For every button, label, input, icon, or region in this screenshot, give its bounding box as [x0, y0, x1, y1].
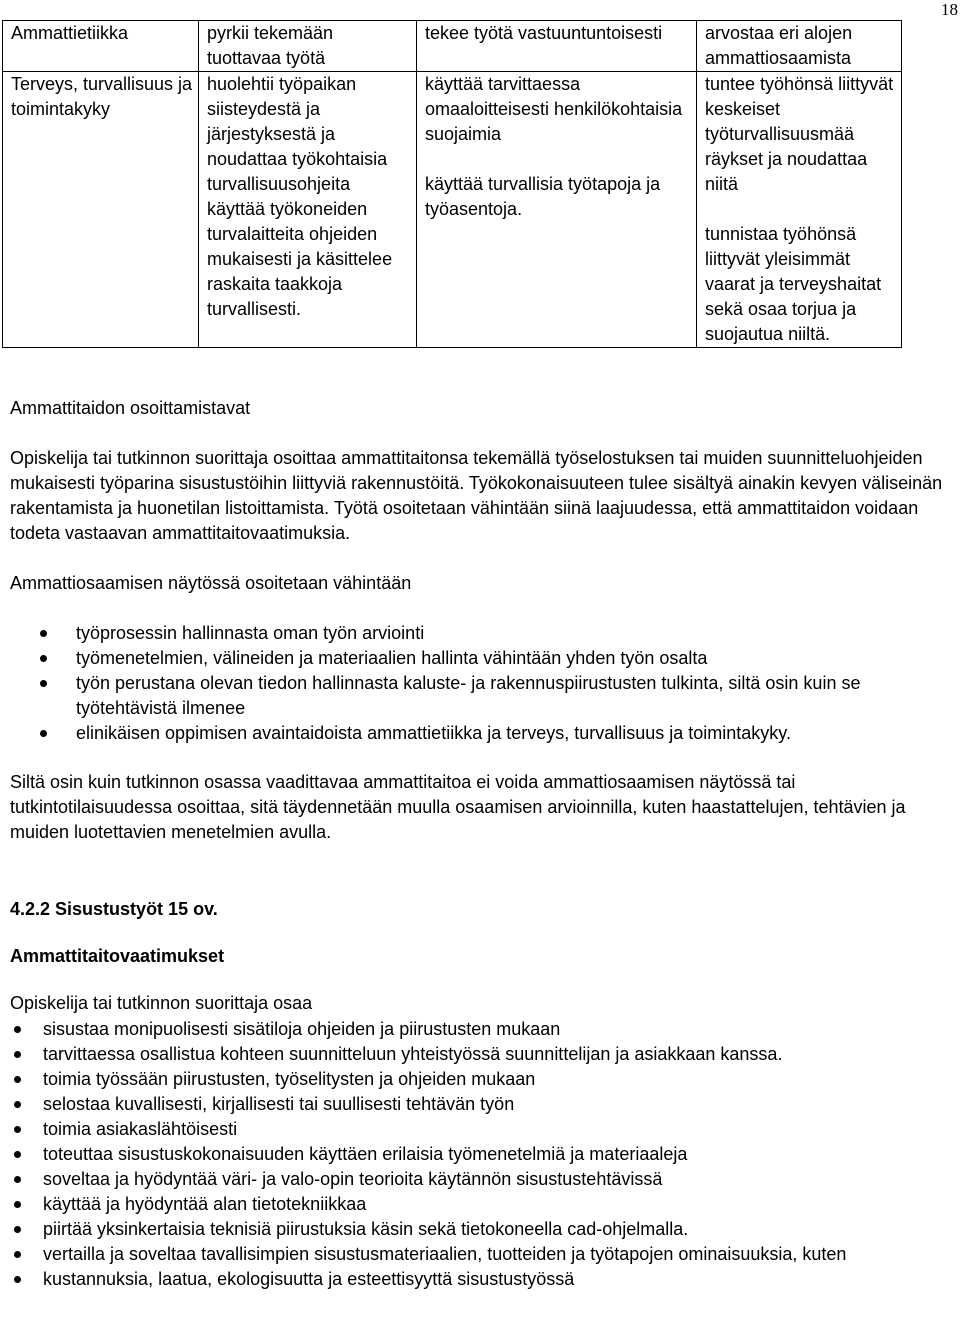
subsection-title: Ammattitaitovaatimukset	[10, 946, 225, 966]
list-item: toimia asiakaslähtöisesti	[10, 1117, 948, 1142]
list-item: selostaa kuvallisesti, kirjallisesti tai suullisesti tehtävän työn	[10, 1092, 948, 1117]
table-row	[3, 72, 902, 348]
table-cell	[199, 72, 417, 348]
table-cell	[417, 72, 697, 348]
list-item: vertailla ja soveltaa tavallisimpien sisustusmateriaalien, tuotteiden ja työtapojen ominaisuuksia, kuten	[10, 1242, 948, 1267]
cell-text: käyttää tarvittaessa omaaloitteisesti henkilökohtaisia suojaimia	[425, 74, 683, 144]
paragraph: Opiskelija tai tutkinnon suorittaja osaa	[10, 993, 313, 1013]
section-demonstration	[10, 396, 948, 845]
list-item: piirtää yksinkertaisia teknisiä piirustuksia käsin sekä tietokoneella cad-ohjelmalla.	[10, 1217, 948, 1242]
paragraph: Siltä osin kuin tutkinnon osassa vaadittavaa ammattitaitoa ei voida ammattiosaamisen näytössä tai tutkintotilaisuudessa osoittaa, sitä täydennetään muulla osaamisen arvioinnilla, kuten haastattelujen, tehtävien ja muiden luotettavien menetelmien avulla.	[10, 772, 906, 842]
paragraph: Opiskelija tai tutkinnon suorittaja osoittaa ammattitaitonsa tekemällä työselostuksen tai muiden suunnitteluohjeiden mukaisesti työparina sisustustöihin liittyviä rakennustöitä. Työkokonaisuuteen tulee sisältyä ainakin kevyen väliseinän rakentamista ja huonetilan listoittamista. Työtä osoitetaan vähintään siinä laajuudessa, että ammattitaidon voidaan todeta vastaavan ammattitaitovaatimuksia.	[10, 448, 943, 543]
cell-text: tuntee työhönsä liittyvät keskeiset työturvallisuusmää räykset ja noudattaa niitä	[705, 74, 894, 194]
table-cell	[199, 21, 417, 72]
cell-text: tunnistaa työhönsä liittyvät yleisimmät vaarat ja terveyshaitat sekä osaa torjua ja suojautua niiltä.	[705, 224, 882, 344]
list-item: elinikäisen oppimisen avaintaidoista ammattietiikka ja terveys, turvallisuus ja toimintakyky.	[10, 721, 948, 746]
list-item: soveltaa ja hyödyntää väri- ja valo-opin teorioita käytännön sisustustehtävissä	[10, 1167, 948, 1192]
cell-text: Terveys, turvallisuus ja toimintakyky	[11, 74, 193, 119]
cell-text: käyttää työkoneiden turvalaitteita ohjeiden mukaisesti ja käsittelee raskaita taakkoja turvallisesti.	[207, 199, 393, 319]
page-number: 18	[941, 0, 958, 19]
bullet-list	[10, 621, 948, 746]
criteria-table	[2, 20, 902, 348]
list-item: työmenetelmien, välineiden ja materiaalien hallinta vähintään yhden työn osalta	[10, 646, 948, 671]
table-cell	[697, 21, 902, 72]
paragraph: Ammattiosaamisen näytössä osoitetaan vähintään	[10, 573, 412, 593]
list-item: tarvittaessa osallistua kohteen suunnitteluun yhteistyössä suunnittelijan ja asiakkaan kanssa.	[10, 1042, 948, 1067]
table-cell	[3, 21, 199, 72]
list-item: toteuttaa sisustuskokonaisuuden käyttäen erilaisia työmenetelmiä ja materiaaleja	[10, 1142, 948, 1167]
bullet-list	[10, 1017, 948, 1292]
list-item: käyttää ja hyödyntää alan tietotekniikkaa	[10, 1192, 948, 1217]
table-cell	[417, 21, 697, 72]
cell-text: käyttää turvallisia työtapoja ja työasentoja.	[425, 174, 661, 219]
list-item: toimia työssään piirustusten, työselitysten ja ohjeiden mukaan	[10, 1067, 948, 1092]
table-cell	[697, 72, 902, 348]
list-item: työn perustana olevan tiedon hallinnasta kaluste- ja rakennuspiirustusten tulkinta, siltä osin kuin se työtehtävistä ilmenee	[10, 671, 948, 721]
cell-text: arvostaa eri alojen ammattiosaamista	[705, 23, 853, 68]
list-item: työprosessin hallinnasta oman työn arviointi	[10, 621, 948, 646]
table-row	[3, 21, 902, 72]
list-item: sisustaa monipuolisesti sisätiloja ohjeiden ja piirustusten mukaan	[10, 1017, 948, 1042]
cell-text: pyrkii tekemään tuottavaa työtä	[207, 23, 334, 68]
list-item: kustannuksia, laatua, ekologisuutta ja esteettisyyttä sisustustyössä	[10, 1267, 948, 1292]
section-heading: Ammattitaidon osoittamistavat	[10, 398, 251, 418]
cell-text: Ammattietiikka	[11, 23, 129, 43]
section-title: 4.2.2 Sisustustyöt 15 ov.	[10, 899, 218, 919]
table-cell	[3, 72, 199, 348]
section-interior-work	[10, 897, 948, 1292]
cell-text: tekee työtä vastuuntuntoisesti	[425, 23, 663, 43]
cell-text: huolehtii työpaikan siisteydestä ja järjestyksestä ja noudattaa työkohtaisia turvallisuusohjeita	[207, 74, 388, 194]
